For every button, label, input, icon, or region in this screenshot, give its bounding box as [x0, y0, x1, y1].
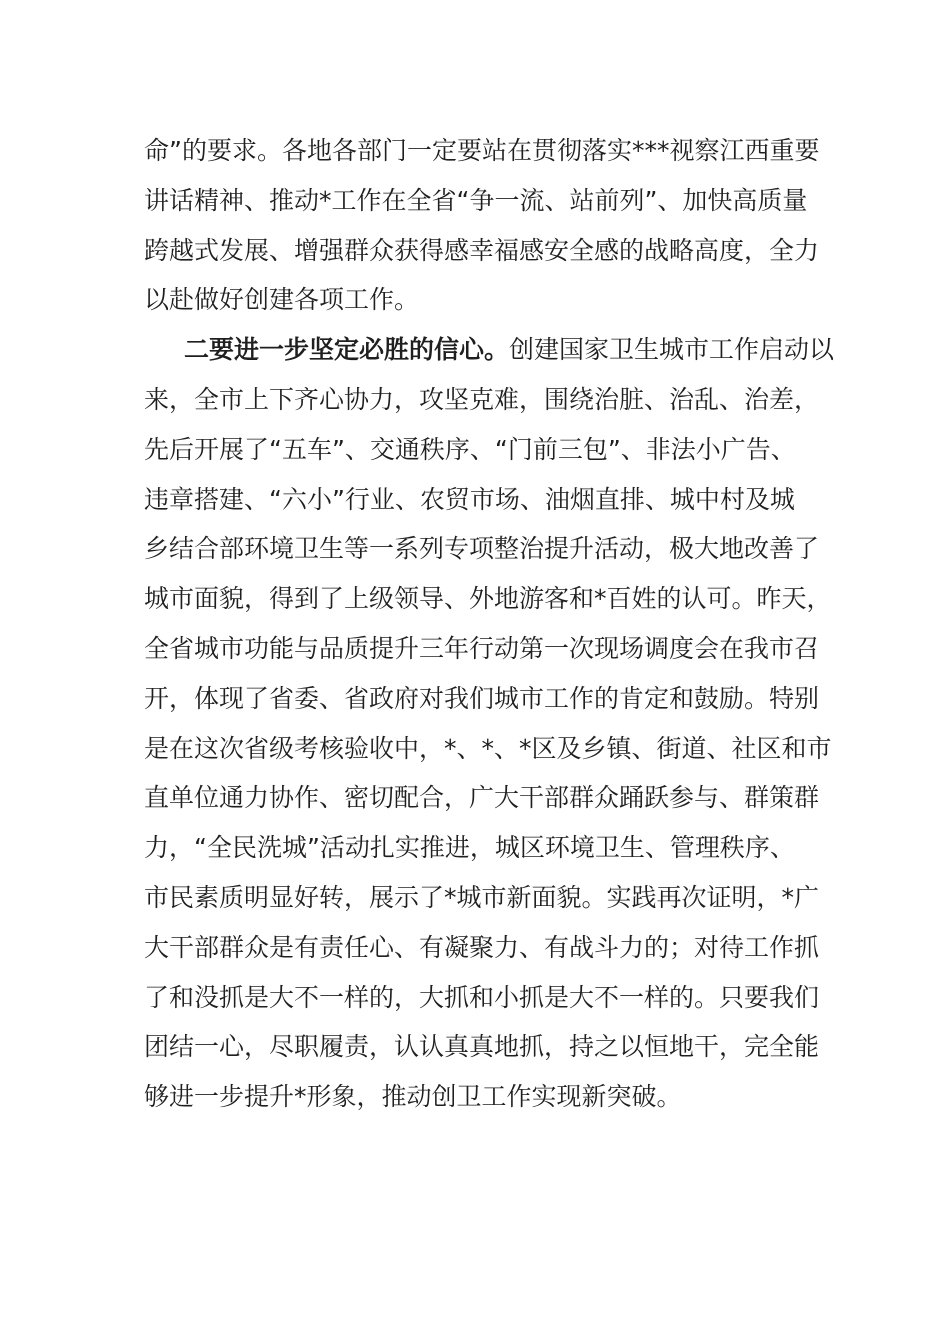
text-line: 大干部群众是有责任心、有凝聚力、有战斗力的；对待工作抓 — [144, 932, 820, 962]
body-text — [144, 126, 835, 1122]
text-line: 力，“全民洗城”活动扎实推进，城区环境卫生、管理秩序、 — [144, 833, 795, 863]
paragraph-2 — [144, 325, 835, 1122]
text-line: 讲话精神、推动*工作在全省“争一流、站前列”、加快高质量 — [144, 185, 808, 215]
text-line: 违章搭建、“六小”行业、农贸市场、油烟直排、城中村及城 — [144, 484, 795, 514]
text-line: 是在这次省级考核验收中，*、*、*区及乡镇、街道、社区和市 — [144, 733, 832, 763]
text-line: 跨越式发展、增强群众获得感幸福感安全感的战略高度，全力 — [144, 235, 820, 265]
text-line: 直单位通力协作、密切配合，广大干部群众踊跃参与、群策群 — [144, 783, 820, 813]
paragraph-2-first-line — [144, 325, 835, 375]
paragraph-1 — [144, 126, 820, 325]
text-line: 开，体现了省委、省政府对我们城市工作的肯定和鼓励。特别 — [144, 683, 820, 713]
text-line: 了和没抓是大不一样的，大抓和小抓是大不一样的。只要我们 — [144, 982, 820, 1012]
text-line: 全省城市功能与品质提升三年行动第一次现场调度会在我市召 — [144, 633, 820, 663]
text-line: 市民素质明显好转，展示了*城市新面貌。实践再次证明，*广 — [144, 882, 820, 912]
text-line: 乡结合部环境卫生等一系列专项整治提升活动，极大地改善了 — [144, 534, 820, 564]
paragraph-heading: 二要进一步坚定必胜的信心。 — [184, 335, 510, 365]
text-line: 城市面貌，得到了上级领导、外地游客和*百姓的认可。昨天， — [144, 584, 832, 614]
text-line: 够进一步提升*形象，推动创卫工作实现新突破。 — [144, 1082, 682, 1112]
text-line: 以赴做好创建各项工作。 — [144, 285, 420, 315]
text-line: 命”的要求。各地各部门一定要站在贯彻落实***视察江西重要 — [144, 136, 820, 165]
text-line: 团结一心，尽职履责，认认真真地抓，持之以恒地干，完全能 — [144, 1032, 820, 1062]
text-line: 来，全市上下齐心协力，攻坚克难，围绕治脏、治乱、治差， — [144, 384, 820, 414]
first-line-rest: 创建国家卫生城市工作启动以 — [509, 335, 835, 365]
text-line: 先后开展了“五车”、交通秩序、“门前三包”、非法小广告、 — [144, 434, 796, 464]
